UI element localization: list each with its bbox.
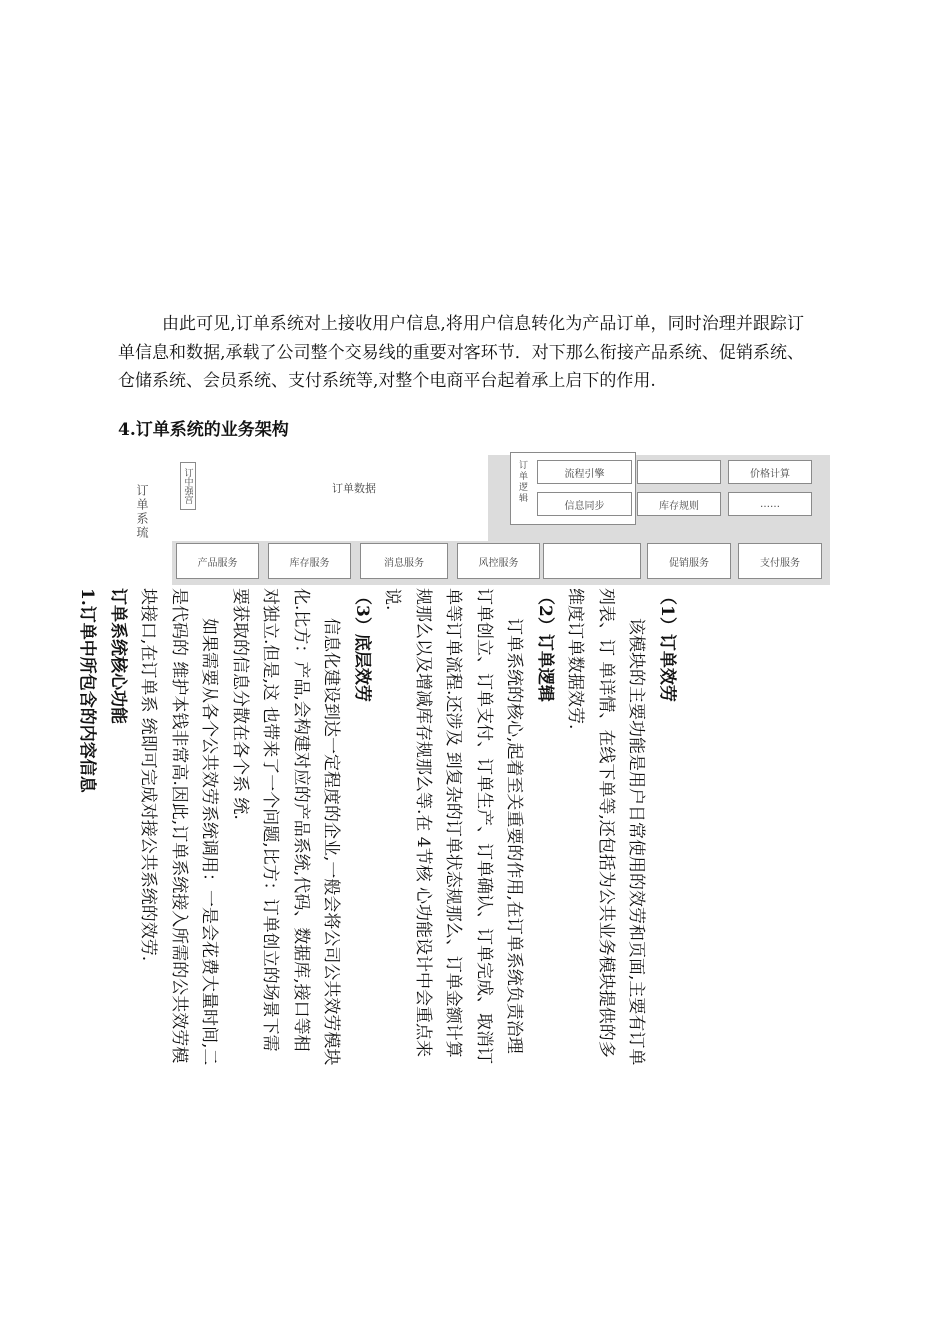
service-box-promotion: 促销服务	[647, 543, 731, 579]
subsection-order-logic-body: 订单系统的核心,起着至关重要的作用,在订单系统负责治理订单创立、订单支付、订单生产、订单确认、订单完成、取消订单等订单流程.还涉及 到复杂的订单状态规那么、订单金额计算规那么以及增减库存规那么等.在 4节核 心功能设计中会重点来说.	[382, 588, 525, 1064]
order-content-title: 1.订单中所包含的内容信息	[77, 588, 98, 793]
diagram-box-inventory-rules: 库存规则	[637, 492, 721, 516]
architecture-diagram	[0, 0, 950, 600]
service-box-inventory: 库存服务	[268, 543, 351, 579]
order-logic-label: 订单逻辑	[517, 460, 527, 504]
order-center-label: 订中强宫	[180, 462, 196, 510]
order-system-label: 订单系琉	[135, 484, 149, 540]
diagram-box-info-sync: 信息同步	[537, 492, 632, 516]
service-box-blank	[543, 543, 641, 579]
subsection-base-service-title: （3）底层效劳	[352, 588, 372, 702]
rotated-section	[77, 588, 682, 1068]
core-functions-title: 订单系统核心功能	[108, 588, 128, 724]
subsection-base-service-body: 信息化建设到达一定程度的企业,一般会将公司公共效劳模块化.比方：产品,会构建对应的产品系统,代码、数据库,接口等相对独立.但是,这 也带来了一个问题,比方：订单创立的场景下需要获取的信息分散在各个系 统.	[230, 588, 342, 1066]
diagram-box-price-calc: 价格计算	[728, 460, 812, 484]
service-box-payment: 支付服务	[738, 543, 822, 579]
service-box-risk: 风控服务	[457, 543, 540, 579]
service-box-product: 产品服务	[176, 543, 259, 579]
subsection-base-service-body-2: 如果需要从各个公共效劳系统调用：一是会花费大量时间,二是代码的 维护本钱非常高.因此,订单系统接入所需的公共效劳模块接口,在订单系 统即可完成对接公共系统的效劳.	[138, 588, 220, 1066]
subsection-order-service-body: 该模块的主要功能是用户日常使用的效劳和页面,主要有订单列表、订 单详情、在线下单等,还包括为公共业务模块提供的多维度订单数据效劳.	[565, 588, 647, 1066]
intro-paragraph: 由此可见,订单系统对上接收用户信息,将用户信息转化为产品订单，同时治理并跟踪订单信息和数据,承载了公司整个交易线的重要对客环节．对下那么衔接产品系统、促销系统、仓储系统、会员系统、支付系统等,对整个电商平台起着承上启下的作用.	[118, 314, 804, 391]
subsection-order-logic-title: （2）订单逻辑	[535, 588, 555, 702]
service-box-message: 消息服务	[360, 543, 448, 579]
diagram-box-more: ……	[728, 492, 812, 516]
section-heading: 4.订单系统的业务架构	[118, 420, 289, 440]
diagram-box-blank	[637, 460, 721, 484]
order-data-box: 订单数据	[332, 482, 376, 495]
diagram-box-process-engine: 流程引擎	[537, 460, 632, 484]
subsection-order-service-title: （1）订单效劳	[657, 588, 677, 702]
